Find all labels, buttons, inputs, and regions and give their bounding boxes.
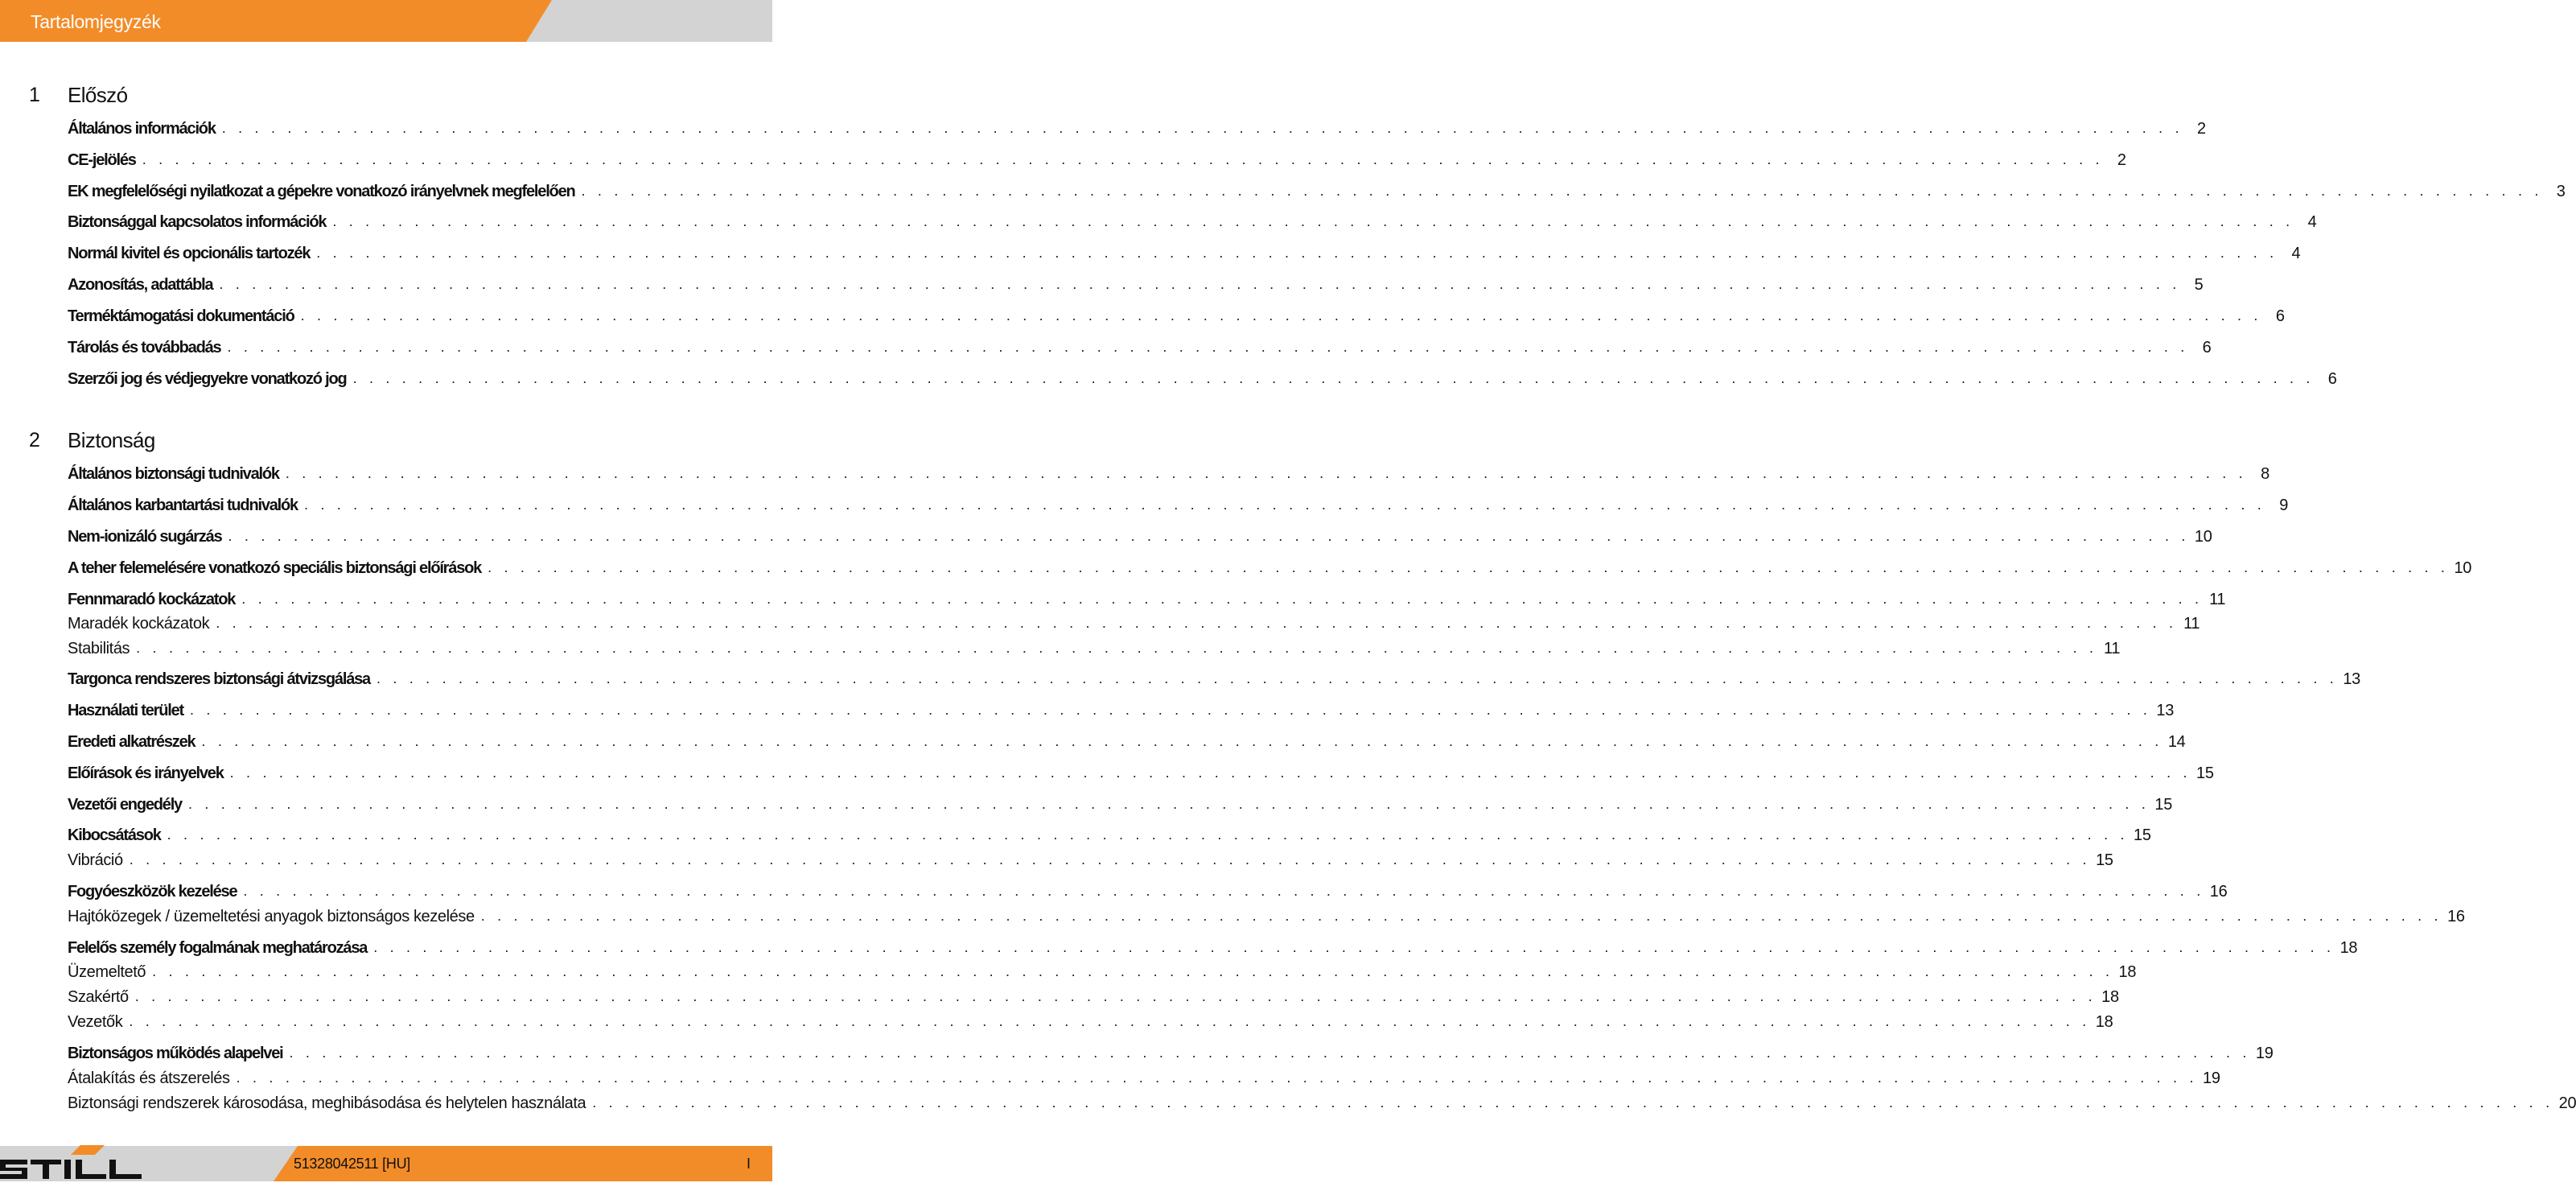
toc-entry[interactable]: [68, 986, 2119, 1007]
toc-entry-label: Előírások és irányelvek: [68, 764, 224, 782]
toc-entry-label: Szerzői jog és védjegyekre vonatkozó jog: [68, 370, 347, 388]
leader-dots: . . . . . . . . . . . . . . . . . . . . . . . . . . . . . . . . . . . . . . . . . . . . . . . . . . . . . . . . . . . . . . . . . . . . . . . . . . . . . . . . . . . . . . . . . . . . . . . . . . . . . . . . . . . . . . . . . . . . . . . .: [373, 939, 2335, 955]
toc-entry-page: 9: [2279, 497, 2289, 514]
leader-dots: . . . . . . . . . . . . . . . . . . . . . . . . . . . . . . . . . . . . . . . . . . . . . . . . . . . . . . . . . . . . . . . . . . . . . . . . . . . . . . . . . . . . . . . . . . . . . . . . . . . . . . . . . . . . . . . . . . . . . . . .: [289, 1045, 2251, 1061]
toc-entry-label: Biztonságos működés alapelvei: [68, 1045, 283, 1062]
toc-entry-label: Hajtóközegek / üzemeltetési anyagok biztonságos kezelése: [68, 908, 475, 925]
toc-entry[interactable]: [68, 905, 2465, 926]
toc-entry-label: Általános információk: [68, 120, 216, 138]
section-2-number: 2: [29, 429, 40, 451]
toc-entry[interactable]: [68, 588, 2226, 609]
toc-entry-page: 8: [2261, 465, 2269, 483]
toc-entry-page: 14: [2167, 733, 2186, 751]
toc-entry-page: 16: [2447, 908, 2465, 925]
toc-entry-page: 13: [2343, 670, 2361, 688]
toc-entry-page: 11: [2209, 591, 2226, 608]
leader-dots: . . . . . . . . . . . . . . . . . . . . . . . . . . . . . . . . . . . . . . . . . . . . . . . . . . . . . . . . . . . . . . . . . . . . . . . . . . . . . . . . . . . . . . . . . . . . . . . . . . . . . . . . . . . . . . . . . . . . . . . .: [592, 1094, 2554, 1111]
toc-entry-label: Vezetői engedély: [68, 796, 182, 814]
toc-entry-page: 18: [2101, 988, 2119, 1006]
leader-dots: . . . . . . . . . . . . . . . . . . . . . . . . . . . . . . . . . . . . . . . . . . . . . . . . . . . . . . . . . . . . . . . . . . . . . . . . . . . . . . . . . . . . . . . . . . . . . . . . . . . . . . . . . . . . . . . . . . . . . . . .: [243, 883, 2205, 899]
toc-entry-label: Targonca rendszeres biztonsági átvizsgálása: [68, 670, 370, 688]
toc-entry[interactable]: [68, 525, 2212, 546]
toc-entry[interactable]: [68, 637, 2121, 658]
section-1-number: 1: [29, 84, 40, 106]
toc-entry-page: 18: [2095, 1013, 2113, 1031]
leader-dots: . . . . . . . . . . . . . . . . . . . . . . . . . . . . . . . . . . . . . . . . . . . . . . . . . . . . . . . . . . . . . . . . . . . . . . . . . . . . . . . . . . . . . . . . . . . . . . . . . . . . . . . . . . . . . . . . . . . . . . . .: [488, 559, 2450, 575]
toc-entry-page: 6: [2327, 370, 2337, 388]
toc-entry[interactable]: [68, 242, 2301, 263]
toc-entry-page: 4: [2291, 245, 2301, 262]
toc-entry[interactable]: [68, 793, 2173, 814]
toc-entry-page: 2: [2196, 120, 2206, 138]
leader-dots: . . . . . . . . . . . . . . . . . . . . . . . . . . . . . . . . . . . . . . . . . . . . . . . . . . . . . . . . . . . . . . . . . . . . . . . . . . . . . . . . . . . . . . . . . . . . . . . . . . . . . . . . . . . . . . . . . . . . . . . .: [167, 826, 2129, 843]
toc-entry-page: 19: [2203, 1069, 2220, 1087]
still-logo: [0, 1145, 142, 1184]
toc-entry-label: Általános biztonsági tudnivalók: [68, 465, 279, 483]
toc-entry-label: Általános karbantartási tudnivalók: [68, 497, 298, 514]
toc-entry[interactable]: [68, 117, 2206, 138]
toc-entry-page: 6: [2202, 339, 2212, 356]
leader-dots: . . . . . . . . . . . . . . . . . . . . . . . . . . . . . . . . . . . . . . . . . . . . . . . . . . . . . . . . . . . . . . . . . . . . . . . . . . . . . . . . . . . . . . . . . . . . . . . . . . . . . . . . . . . . . . . . . . . . . . . .: [236, 1069, 2198, 1086]
leader-dots: . . . . . . . . . . . . . . . . . . . . . . . . . . . . . . . . . . . . . . . . . . . . . . . . . . . . . . . . . . . . . . . . . . . . . . . . . . . . . . . . . . . . . . . . . . . . . . . . . . . . . . . . . . . . . . . . . . . . . . . .: [480, 908, 2442, 924]
toc-entry-label: Terméktámogatási dokumentáció: [68, 307, 294, 325]
toc-entry[interactable]: [68, 668, 2361, 689]
toc-entry-label: Biztonsági rendszerek károsodása, meghibásodása és helytelen használata: [68, 1094, 586, 1112]
toc-entry-label: Fennmaradó kockázatok: [68, 591, 236, 608]
toc-entry[interactable]: [68, 557, 2472, 578]
toc-entry[interactable]: [68, 880, 2228, 901]
toc-entry-page: 6: [2275, 307, 2285, 325]
leader-dots: . . . . . . . . . . . . . . . . . . . . . . . . . . . . . . . . . . . . . . . . . . . . . . . . . . . . . . . . . . . . . . . . . . . . . . . . . . . . . . . . . . . . . . . . . . . . . . . . . . . . . . . . . . . . . . . . . . . . . . . .: [581, 183, 2543, 199]
leader-dots: . . . . . . . . . . . . . . . . . . . . . . . . . . . . . . . . . . . . . . . . . . . . . . . . . . . . . . . . . . . . . . . . . . . . . . . . . . . . . . . . . . . . . . . . . . . . . . . . . . . . . . . . . . . . . . . . . . . . . . . .: [129, 1013, 2091, 1029]
toc-entry-label: Tárolás és továbbadás: [68, 339, 221, 356]
leader-dots: . . . . . . . . . . . . . . . . . . . . . . . . . . . . . . . . . . . . . . . . . . . . . . . . . . . . . . . . . . . . . . . . . . . . . . . . . . . . . . . . . . . . . . . . . . . . . . . . . . . . . . . . . . . . . . . . . . . . . . . .: [221, 120, 2183, 136]
toc-entry-label: A teher felemelésére vonatkozó speciális biztonsági előírások: [68, 559, 482, 577]
leader-dots: . . . . . . . . . . . . . . . . . . . . . . . . . . . . . . . . . . . . . . . . . . . . . . . . . . . . . . . . . . . . . . . . . . . . . . . . . . . . . . . . . . . . . . . . . . . . . . . . . . . . . . . . . . . . . . . . . . . . . . . .: [216, 615, 2178, 631]
page-title: Tartalomjegyzék: [31, 11, 161, 32]
toc-entry-label: Azonosítás, adattábla: [68, 276, 213, 294]
leader-dots: . . . . . . . . . . . . . . . . . . . . . . . . . . . . . . . . . . . . . . . . . . . . . . . . . . . . . . . . . . . . . . . . . . . . . . . . . . . . . . . . . . . . . . . . . . . . . . . . . . . . . . . . . . . . . . . . . . . . . . . .: [136, 640, 2098, 656]
toc-entry-page: 18: [2339, 939, 2358, 957]
toc-entry-page: 15: [2154, 796, 2173, 814]
toc-entry-page: 3: [2556, 183, 2566, 200]
toc-entry[interactable]: [68, 463, 2269, 484]
leader-dots: . . . . . . . . . . . . . . . . . . . . . . . . . . . . . . . . . . . . . . . . . . . . . . . . . . . . . . . . . . . . . . . . . . . . . . . . . . . . . . . . . . . . . . . . . . . . . . . . . . . . . . . . . . . . . . . . . . . . . . . .: [142, 151, 2104, 167]
leader-dots: . . . . . . . . . . . . . . . . . . . . . . . . . . . . . . . . . . . . . . . . . . . . . . . . . . . . . . . . . . . . . . . . . . . . . . . . . . . . . . . . . . . . . . . . . . . . . . . . . . . . . . . . . . . . . . . . . . . . . . . .: [190, 702, 2152, 718]
toc-entry[interactable]: [68, 699, 2175, 720]
toc-entry[interactable]: [68, 305, 2285, 326]
toc-entry[interactable]: [68, 1067, 2220, 1088]
leader-dots: . . . . . . . . . . . . . . . . . . . . . . . . . . . . . . . . . . . . . . . . . . . . . . . . . . . . . . . . . . . . . . . . . . . . . . . . . . . . . . . . . . . . . . . . . . . . . . . . . . . . . . . . . . . . . . . . . . . . . . . .: [227, 339, 2189, 355]
leader-dots: . . . . . . . . . . . . . . . . . . . . . . . . . . . . . . . . . . . . . . . . . . . . . . . . . . . . . . . . . . . . . . . . . . . . . . . . . . . . . . . . . . . . . . . . . . . . . . . . . . . . . . . . . . . . . . . . . . . . . . . .: [201, 733, 2163, 749]
leader-dots: . . . . . . . . . . . . . . . . . . . . . . . . . . . . . . . . . . . . . . . . . . . . . . . . . . . . . . . . . . . . . . . . . . . . . . . . . . . . . . . . . . . . . . . . . . . . . . . . . . . . . . . . . . . . . . . . . . . . . . . .: [152, 963, 2114, 979]
toc-entry-label: Felelős személy fogalmának meghatározása: [68, 939, 368, 957]
toc-entry-label: CE-jelölés: [68, 151, 136, 169]
toc-entry-label: Fogyóeszközök kezelése: [68, 883, 237, 900]
toc-entry[interactable]: [68, 961, 2137, 982]
toc-entry[interactable]: [68, 937, 2358, 958]
toc-entry-label: EK megfelelőségi nyilatkozat a gépekre vonatkozó irányelvnek megfelelően: [68, 183, 575, 200]
toc-entry[interactable]: [68, 494, 2289, 515]
document-code: 51328042511 [HU]: [294, 1156, 410, 1172]
leader-dots: . . . . . . . . . . . . . . . . . . . . . . . . . . . . . . . . . . . . . . . . . . . . . . . . . . . . . . . . . . . . . . . . . . . . . . . . . . . . . . . . . . . . . . . . . . . . . . . . . . . . . . . . . . . . . . . . . . . . . . . .: [241, 591, 2204, 607]
leader-dots: . . . . . . . . . . . . . . . . . . . . . . . . . . . . . . . . . . . . . . . . . . . . . . . . . . . . . . . . . . . . . . . . . . . . . . . . . . . . . . . . . . . . . . . . . . . . . . . . . . . . . . . . . . . . . . . . . . . . . . . .: [303, 497, 2266, 513]
toc-entry[interactable]: [68, 1092, 2576, 1113]
toc-entry[interactable]: [68, 849, 2113, 870]
leader-dots: . . . . . . . . . . . . . . . . . . . . . . . . . . . . . . . . . . . . . . . . . . . . . . . . . . . . . . . . . . . . . . . . . . . . . . . . . . . . . . . . . . . . . . . . . . . . . . . . . . . . . . . . . . . . . . . . . . . . . . . .: [352, 370, 2315, 386]
toc-entry[interactable]: [68, 1042, 2274, 1063]
toc-entry[interactable]: [68, 211, 2317, 232]
toc-entry-page: 16: [2209, 883, 2228, 900]
toc-entry-page: 10: [2194, 528, 2212, 546]
toc-entry-page: 5: [2194, 276, 2204, 294]
section-1-title[interactable]: Előszó: [68, 83, 128, 107]
toc-entry-label: Átalakítás és átszerelés: [68, 1069, 230, 1087]
leader-dots: . . . . . . . . . . . . . . . . . . . . . . . . . . . . . . . . . . . . . . . . . . . . . . . . . . . . . . . . . . . . . . . . . . . . . . . . . . . . . . . . . . . . . . . . . . . . . . . . . . . . . . . . . . . . . . . . . . . . . . . .: [228, 528, 2190, 544]
footer-page-number: I: [747, 1156, 751, 1172]
leader-dots: . . . . . . . . . . . . . . . . . . . . . . . . . . . . . . . . . . . . . . . . . . . . . . . . . . . . . . . . . . . . . . . . . . . . . . . . . . . . . . . . . . . . . . . . . . . . . . . . . . . . . . . . . . . . . . . . . . . . . . . .: [332, 213, 2294, 229]
toc-entry-label: Használati terület: [68, 702, 184, 719]
toc-entry-page: 20: [2558, 1094, 2576, 1112]
toc-entry[interactable]: [68, 824, 2151, 845]
toc-entry-page: 10: [2454, 559, 2472, 577]
toc-entry-page: 15: [2134, 826, 2151, 844]
section-2-title[interactable]: Biztonság: [68, 428, 155, 452]
leader-dots: . . . . . . . . . . . . . . . . . . . . . . . . . . . . . . . . . . . . . . . . . . . . . . . . . . . . . . . . . . . . . . . . . . . . . . . . . . . . . . . . . . . . . . . . . . . . . . . . . . . . . . . . . . . . . . . . . . . . . . . .: [219, 276, 2181, 292]
toc-entry-label: Szakértő: [68, 988, 129, 1006]
toc-entry-page: 19: [2255, 1045, 2274, 1062]
toc-entry[interactable]: [68, 762, 2214, 783]
leader-dots: . . . . . . . . . . . . . . . . . . . . . . . . . . . . . . . . . . . . . . . . . . . . . . . . . . . . . . . . . . . . . . . . . . . . . . . . . . . . . . . . . . . . . . . . . . . . . . . . . . . . . . . . . . . . . . . . . . . . . . . .: [316, 245, 2278, 261]
toc-entry[interactable]: [68, 368, 2337, 389]
leader-dots: . . . . . . . . . . . . . . . . . . . . . . . . . . . . . . . . . . . . . . . . . . . . . . . . . . . . . . . . . . . . . . . . . . . . . . . . . . . . . . . . . . . . . . . . . . . . . . . . . . . . . . . . . . . . . . . . . . . . . . . .: [229, 764, 2191, 781]
toc-entry-page: 13: [2156, 702, 2175, 719]
toc-entry-label: Kibocsátások: [68, 826, 161, 844]
toc-entry[interactable]: [68, 274, 2204, 295]
toc-entry-label: Nem-ionizáló sugárzás: [68, 528, 222, 546]
toc-entry[interactable]: [68, 149, 2126, 170]
toc-entry-label: Vezetők: [68, 1013, 123, 1031]
toc-entry-page: 11: [2104, 640, 2121, 657]
leader-dots: . . . . . . . . . . . . . . . . . . . . . . . . . . . . . . . . . . . . . . . . . . . . . . . . . . . . . . . . . . . . . . . . . . . . . . . . . . . . . . . . . . . . . . . . . . . . . . . . . . . . . . . . . . . . . . . . . . . . . . . .: [187, 796, 2150, 812]
leader-dots: . . . . . . . . . . . . . . . . . . . . . . . . . . . . . . . . . . . . . . . . . . . . . . . . . . . . . . . . . . . . . . . . . . . . . . . . . . . . . . . . . . . . . . . . . . . . . . . . . . . . . . . . . . . . . . . . . . . . . . . .: [134, 988, 2097, 1004]
toc-entry-label: Eredeti alkatrészek: [68, 733, 195, 751]
toc-entry-label: Normál kivitel és opcionális tartozék: [68, 245, 311, 262]
toc-entry-label: Biztonsággal kapcsolatos információk: [68, 213, 327, 231]
leader-dots: . . . . . . . . . . . . . . . . . . . . . . . . . . . . . . . . . . . . . . . . . . . . . . . . . . . . . . . . . . . . . . . . . . . . . . . . . . . . . . . . . . . . . . . . . . . . . . . . . . . . . . . . . . . . . . . . . . . . . . . .: [300, 307, 2262, 324]
leader-dots: . . . . . . . . . . . . . . . . . . . . . . . . . . . . . . . . . . . . . . . . . . . . . . . . . . . . . . . . . . . . . . . . . . . . . . . . . . . . . . . . . . . . . . . . . . . . . . . . . . . . . . . . . . . . . . . . . . . . . . . .: [376, 670, 2339, 686]
toc-entry[interactable]: [68, 612, 2200, 633]
toc-entry[interactable]: [68, 731, 2186, 752]
toc-entry[interactable]: [68, 180, 2566, 201]
toc-entry-page: 15: [2096, 851, 2113, 869]
toc-entry-page: 18: [2118, 963, 2137, 981]
toc-entry-page: 11: [2183, 615, 2200, 633]
toc-entry-page: 15: [2196, 764, 2214, 782]
toc-entry-label: Üzemeltető: [68, 963, 146, 981]
toc-entry[interactable]: [68, 1011, 2113, 1032]
leader-dots: . . . . . . . . . . . . . . . . . . . . . . . . . . . . . . . . . . . . . . . . . . . . . . . . . . . . . . . . . . . . . . . . . . . . . . . . . . . . . . . . . . . . . . . . . . . . . . . . . . . . . . . . . . . . . . . . . . . . . . . .: [129, 851, 2091, 867]
toc-entry-label: Stabilitás: [68, 640, 130, 657]
toc-entry-label: Vibráció: [68, 851, 123, 869]
toc-entry-page: 2: [2117, 151, 2126, 169]
toc-entry-label: Maradék kockázatok: [68, 615, 210, 633]
toc-entry[interactable]: [68, 336, 2212, 357]
toc-entry-page: 4: [2307, 213, 2317, 231]
leader-dots: . . . . . . . . . . . . . . . . . . . . . . . . . . . . . . . . . . . . . . . . . . . . . . . . . . . . . . . . . . . . . . . . . . . . . . . . . . . . . . . . . . . . . . . . . . . . . . . . . . . . . . . . . . . . . . . . . . . . . . . .: [285, 465, 2247, 481]
